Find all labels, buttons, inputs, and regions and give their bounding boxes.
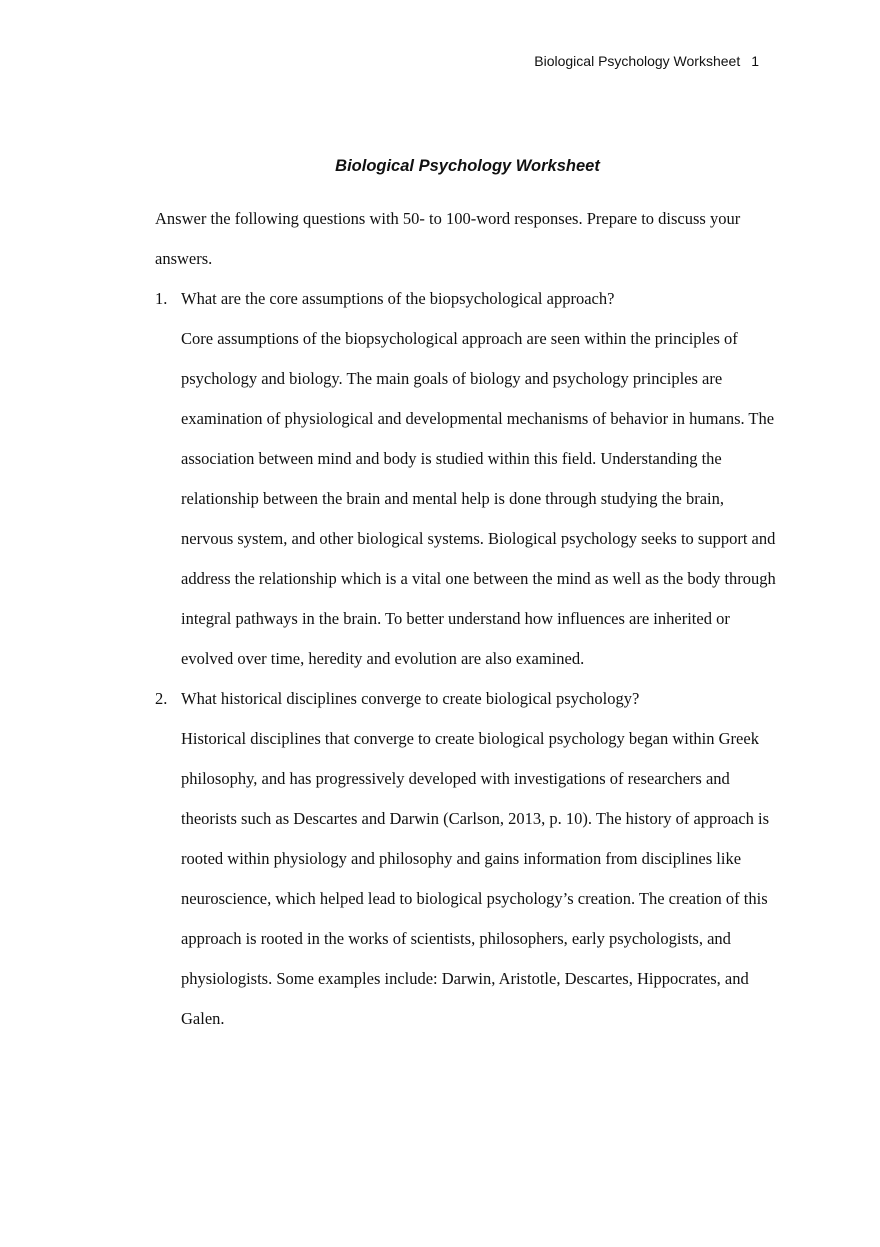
question-item-2 (155, 679, 780, 1039)
question-text: What historical disciplines converge to create biological psychology? (181, 689, 640, 708)
question-number: 1. (155, 289, 168, 308)
running-header (534, 52, 759, 70)
document-title: Biological Psychology Worksheet (335, 157, 600, 175)
answer-paragraph: Core assumptions of the biopsychological approach are seen within the principles of psychology and biology. The main goals of biology and psychology principles are examination of physiological and developmental mechanisms of behavior in humans. The association between mind and body is studied within this field. Understanding the relationship between the brain and mental help is done through studying the brain, nervous system, and other biological systems. Biological psychology seeks to support and address the relationship which is a vital one between the mind as well as the body through integral pathways in the brain. To better understand how influences are inherited or evolved over time, heredity and evolution are also examined. (181, 329, 776, 668)
answer-paragraph: Historical disciplines that converge to create biological psychology began within Greek philosophy, and has progressively developed with investigations of researchers and theorists such as Descartes and Darwin (Carlson, 2013, p. 10). The history of approach is rooted within physiology and philosophy and gains information from disciplines like neuroscience, which helped lead to biological psychology’s creation. The creation of this approach is rooted in the works of scientists, philosophers, early psychologists, and physiologists. Some examples include: Darwin, Aristotle, Descartes, Hippocrates, and Galen. (181, 729, 770, 1028)
question-text: What are the core assumptions of the biopsychological approach? (181, 289, 615, 308)
question-list (155, 279, 780, 1039)
instructions-paragraph: Answer the following questions with 50- to 100-word responses. Prepare to discuss your answers. (155, 209, 741, 268)
running-header-title: Biological Psychology Worksheet (534, 53, 741, 69)
question-item-1 (155, 279, 780, 679)
page-number: 1 (751, 53, 759, 69)
question-number: 2. (155, 689, 168, 708)
